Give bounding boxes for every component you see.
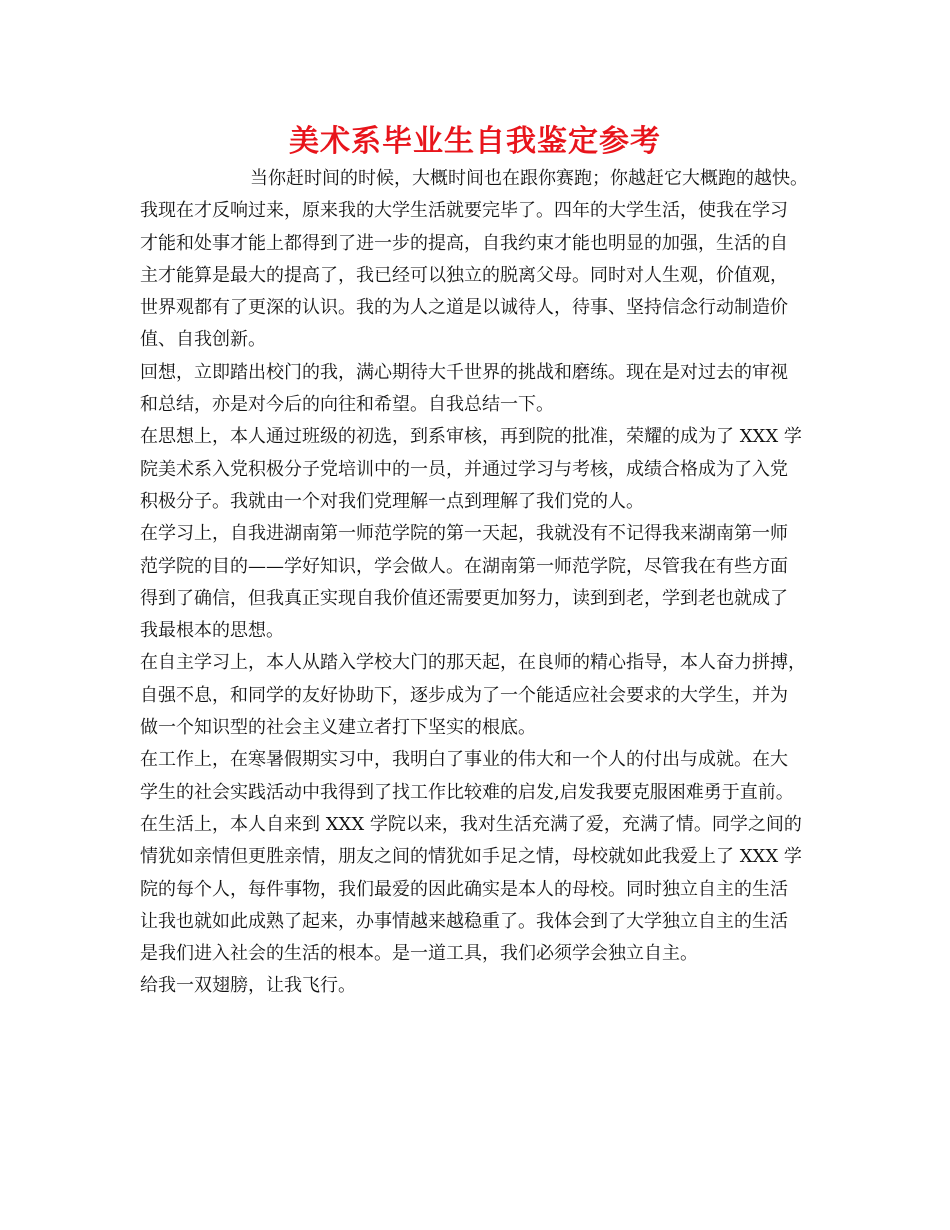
body-line: 做一个知识型的社会主义建立者打下坚实的根底。 bbox=[140, 717, 536, 739]
body-line: 院的每个人，每件事物，我们最爱的因此确实是本人的母校。同时独立自主的生活 bbox=[140, 878, 788, 900]
body-line: 给我一双翅膀，让我飞行。 bbox=[140, 975, 356, 997]
body-line: 在思想上，本人通过班级的初选，到系审核，再到院的批准，荣耀的成为了 XXX 学 bbox=[140, 426, 802, 448]
body-line: 主才能算是最大的提高了，我已经可以独立的脱离父母。同时对人生观，价值观， bbox=[140, 264, 788, 286]
body-line: 回想，立即踏出校门的我，满心期待大千世界的挑战和磨练。现在是对过去的审视 bbox=[140, 361, 788, 383]
body-line: 我现在才反响过来，原来我的大学生活就要完毕了。四年的大学生活，使我在学习 bbox=[140, 200, 788, 222]
body-line: 得到了确信，但我真正实现自我价值还需要更加努力，读到到老，学到老也就成了 bbox=[140, 587, 788, 609]
body-line: 在工作上，在寒暑假期实习中，我明白了事业的伟大和一个人的付出与成就。在大 bbox=[140, 749, 788, 771]
body-line: 在学习上，自我进湖南第一师范学院的第一天起，我就没有不记得我来湖南第一师 bbox=[140, 523, 788, 545]
body-line: 院美术系入党积极分子党培训中的一员，并通过学习与考核，成绩合格成为了入党 bbox=[140, 458, 788, 480]
body-line: 让我也就如此成熟了起来，办事情越来越稳重了。我体会到了大学独立自主的生活 bbox=[140, 910, 788, 932]
body-line: 才能和处事才能上都得到了进一步的提高，自我约束才能也明显的加强，生活的自 bbox=[140, 232, 788, 254]
body-line: 积极分子。我就由一个对我们党理解一点到理解了我们党的人。 bbox=[140, 490, 644, 512]
body-line: 当你赶时间的时候，大概时间也在跟你赛跑；你越赶它大概跑的越快。 bbox=[250, 168, 808, 189]
body-line: 我最根本的思想。 bbox=[140, 620, 284, 642]
body-line: 在生活上，本人自来到 XXX 学院以来，我对生活充满了爱，充满了情。同学之间的 bbox=[140, 813, 802, 835]
document-body bbox=[140, 163, 840, 1003]
body-line: 在自主学习上，本人从踏入学校大门的那天起，在良师的精心指导，本人奋力拼搏， bbox=[140, 652, 806, 674]
body-line: 是我们进入社会的生活的根本。是一道工具，我们必须学会独立自主。 bbox=[140, 943, 698, 965]
body-line: 和总结，亦是对今后的向往和希望。自我总结一下。 bbox=[140, 394, 554, 416]
body-line: 值、自我创新。 bbox=[140, 329, 266, 351]
document-title: 美术系毕业生自我鉴定参考 bbox=[289, 124, 661, 159]
body-line: 学生的社会实践活动中我得到了找工作比较难的启发,启发我要克服困难勇于直前。 bbox=[140, 781, 794, 803]
body-line: 范学院的目的——学好知识，学会做人。在湖南第一师范学院，尽管我在有些方面 bbox=[140, 555, 788, 577]
body-line: 情犹如亲情但更胜亲情，朋友之间的情犹如手足之情，母校就如此我爱上了 XXX 学 bbox=[140, 846, 802, 868]
body-line: 自强不息，和同学的友好协助下，逐步成为了一个能适应社会要求的大学生，并为 bbox=[140, 684, 788, 706]
body-line: 世界观都有了更深的认识。我的为人之道是以诚待人，待事、坚持信念行动制造价 bbox=[140, 297, 788, 319]
